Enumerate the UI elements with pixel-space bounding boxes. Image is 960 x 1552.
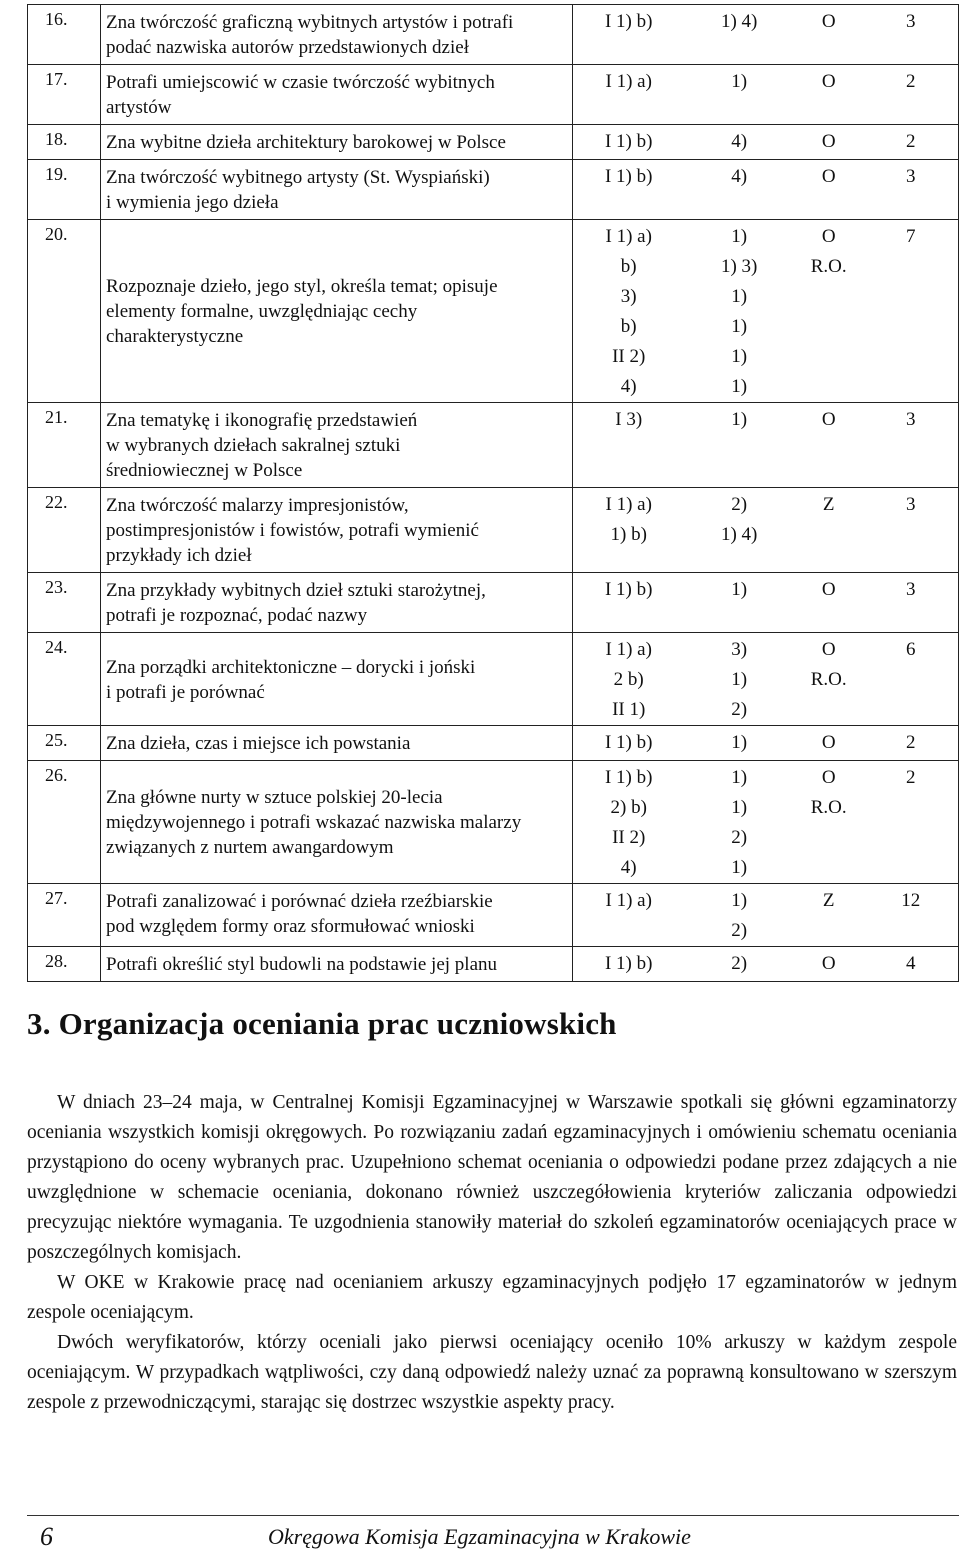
row-codes	[573, 65, 959, 125]
codes-columns	[573, 5, 958, 37]
skill-code-line: 1) 3)	[720, 256, 758, 277]
max-points-line: 2	[906, 732, 916, 753]
row-number: 19.	[28, 160, 101, 220]
description-line: Rozpoznaje dzieło, jego styl, określa temat; opisuje	[106, 276, 498, 297]
skill-code	[684, 162, 793, 192]
standard-code-line: I 1) b)	[604, 166, 653, 187]
row-number: 25.	[28, 726, 101, 761]
standard-code-line: I 1) b)	[604, 11, 653, 32]
description-line: Zna przykłady wybitnych dzieł sztuki starożytnej,	[106, 580, 486, 601]
skill-code	[684, 222, 793, 402]
skill-code-line: 1)	[731, 767, 748, 788]
task-type-line: Z	[822, 494, 835, 515]
skill-code-line: 3)	[731, 639, 748, 660]
task-type	[794, 635, 864, 725]
description-line: potrafi je rozpoznać, podać nazwy	[106, 605, 368, 626]
task-type	[794, 162, 864, 192]
standard-code	[573, 575, 684, 605]
description-line: Potrafi zanalizować i porównać dzieła rzeźbiarskie	[106, 891, 493, 912]
skill-code-line: 4)	[731, 166, 748, 187]
standard-code-line: I 1) a)	[605, 71, 652, 92]
standard-code	[573, 405, 684, 435]
standard-code-line: II 2)	[612, 346, 646, 367]
skill-code-line: 1)	[731, 732, 748, 753]
skill-code	[684, 490, 793, 550]
standard-code-line: 2 b)	[613, 669, 644, 690]
description-line: i potrafi je porównać	[106, 681, 265, 703]
table-row	[28, 573, 959, 633]
table-row	[28, 5, 959, 65]
standard-code	[573, 67, 684, 97]
standard-code	[573, 222, 684, 402]
row-codes	[573, 160, 959, 220]
row-number: 16.	[28, 5, 101, 65]
skill-code	[684, 728, 793, 758]
skill-code-line: 2)	[731, 699, 748, 720]
row-description	[101, 125, 573, 160]
max-points	[864, 222, 959, 402]
row-number: 26.	[28, 761, 101, 884]
standard-code	[573, 162, 684, 192]
codes-columns	[573, 573, 958, 605]
table-row	[28, 65, 959, 125]
row-description	[101, 884, 573, 947]
skill-code-line: 2)	[731, 953, 748, 974]
row-number: 24.	[28, 633, 101, 726]
description-line: Zna twórczość graficzną wybitnych artystów i potrafi	[106, 12, 514, 33]
skill-code-line: 1)	[731, 857, 748, 878]
row-codes	[573, 573, 959, 633]
row-number: 17.	[28, 65, 101, 125]
codes-columns	[573, 633, 958, 725]
standard-code	[573, 635, 684, 725]
row-description	[101, 761, 573, 884]
max-points-line: 3	[906, 11, 916, 32]
task-type-line: O	[821, 131, 836, 152]
task-type	[794, 405, 864, 435]
task-type-line: O	[821, 71, 836, 92]
standard-code	[573, 949, 684, 979]
task-type-line: O	[821, 732, 836, 753]
description-line: Zna porządki architektoniczne – dorycki i joński	[106, 656, 476, 678]
description-line: w wybranych dziełach sakralnej sztuki	[106, 435, 401, 456]
section-body	[27, 1088, 957, 1418]
standard-code-line: b)	[620, 256, 637, 277]
max-points	[864, 67, 959, 97]
skill-code-line: 1)	[731, 71, 748, 92]
task-type-line: O	[821, 639, 836, 660]
standard-code-line: I 1) a)	[605, 890, 652, 911]
skill-code	[684, 67, 793, 97]
task-type-line: O	[821, 953, 836, 974]
skill-code-line: 2)	[731, 494, 748, 515]
max-points-line: 2	[906, 71, 916, 92]
row-number: 23.	[28, 573, 101, 633]
table-row	[28, 726, 959, 761]
standard-code-line: 2) b)	[610, 797, 647, 818]
task-type	[794, 222, 864, 402]
row-number: 21.	[28, 403, 101, 488]
task-type-line: O	[821, 166, 836, 187]
requirements-table	[27, 4, 959, 982]
row-codes	[573, 220, 959, 403]
row-codes	[573, 726, 959, 761]
row-codes	[573, 884, 959, 947]
skill-code-line: 1) 4)	[720, 524, 758, 545]
max-points	[864, 405, 959, 435]
skill-code-line: 4)	[731, 131, 748, 152]
table-row	[28, 125, 959, 160]
section-heading: 3. Organizacja oceniania prac uczniowskich	[27, 1006, 617, 1041]
codes-columns	[573, 761, 958, 883]
task-type-line: O	[821, 579, 836, 600]
task-type	[794, 728, 864, 758]
skill-code-line: 1) 4)	[720, 11, 758, 32]
standard-code-line: I 1) a)	[605, 494, 652, 515]
description-line: postimpresjonistów i fowistów, potrafi wymienić	[106, 520, 479, 541]
table-row	[28, 884, 959, 947]
skill-code	[684, 127, 793, 157]
task-type-line: R.O.	[810, 256, 847, 277]
standard-code-line: 4)	[620, 376, 637, 397]
skill-code-line: 1)	[731, 226, 748, 247]
max-points-line: 12	[901, 890, 921, 911]
table-row	[28, 160, 959, 220]
row-description	[101, 633, 573, 726]
standard-code-line: I 1) b)	[604, 579, 653, 600]
paragraph: Dwóch weryfikatorów, którzy oceniali jako pierwsi oceniający oceniło 10% arkuszy w każdym zespole oceniającym. W przypadkach wątpliwości, czy daną odpowiedź należy uznać za poprawną konsultowano w szerszym zespole z przewodniczącymi, starając się dostrzec wszystkie aspekty pracy.	[27, 1332, 957, 1413]
description-line: pod względem formy oraz sformułować wnioski	[106, 916, 475, 937]
skill-code-line: 2)	[731, 920, 748, 941]
standard-code	[573, 728, 684, 758]
standard-code-line: I 1) b)	[604, 131, 653, 152]
codes-columns	[573, 403, 958, 435]
codes-columns	[573, 884, 958, 946]
skill-code	[684, 7, 793, 37]
standard-code-line: I 1) b)	[604, 732, 653, 753]
standard-code-line: 3)	[620, 286, 637, 307]
max-points-line: 2	[906, 767, 916, 788]
max-points-line: 3	[906, 409, 916, 430]
skill-code-line: 1)	[731, 579, 748, 600]
footer-divider	[27, 1515, 959, 1516]
row-codes	[573, 633, 959, 726]
table-row	[28, 403, 959, 488]
skill-code-line: 1)	[731, 797, 748, 818]
task-type-line: R.O.	[810, 669, 847, 690]
max-points	[864, 7, 959, 37]
task-type-line: Z	[822, 890, 835, 911]
description-line: średniowiecznej w Polsce	[106, 460, 303, 481]
description-line: Zna dzieła, czas i miejsce ich powstania	[106, 733, 411, 754]
task-type-line: O	[821, 767, 836, 788]
row-number: 22.	[28, 488, 101, 573]
description-line: Zna główne nurty w sztuce polskiej 20-lecia	[106, 787, 443, 808]
description-line: Zna twórczość malarzy impresjonistów,	[106, 495, 409, 516]
max-points-line: 4	[906, 953, 916, 974]
skill-code-line: 1)	[731, 669, 748, 690]
table-row	[28, 488, 959, 573]
table-row	[28, 947, 959, 982]
row-codes	[573, 403, 959, 488]
row-description	[101, 403, 573, 488]
row-codes	[573, 947, 959, 982]
row-description	[101, 488, 573, 573]
skill-code	[684, 405, 793, 435]
row-number: 18.	[28, 125, 101, 160]
max-points-line: 3	[906, 579, 916, 600]
task-type	[794, 949, 864, 979]
codes-columns	[573, 947, 958, 979]
max-points	[864, 127, 959, 157]
codes-columns	[573, 488, 958, 550]
row-description	[101, 573, 573, 633]
max-points	[864, 575, 959, 605]
paragraph: W dniach 23–24 maja, w Centralnej Komisji Egzaminacyjnej w Warszawie spotkali się główni egzaminatorzy oceniania wszystkich komisji okręgowych. Po rozwiązaniu zadań egzaminacyjnych i omówieniu schematu oceniania przystąpiono do oceny wybranych prac. Uzupełniono schemat oceniania o odpowiedzi podane przez zdających a nie uwzględnione w schemacie oceniania, dokonano również uszczegółowienia kryteriów zaliczania odpowiedzi precyzując niektóre wymagania. Te uzgodnienia stanowiły materiał do szkoleń egzaminatorów oceniających prace w poszczególnych komisjach.	[27, 1092, 957, 1263]
description-line: elementy formalne, uwzględniając cechy	[106, 301, 418, 322]
standard-code	[573, 490, 684, 550]
task-type	[794, 490, 864, 550]
task-type	[794, 7, 864, 37]
task-type	[794, 575, 864, 605]
row-description	[101, 947, 573, 982]
description-line: artystów	[106, 97, 172, 118]
footer-text: Okręgowa Komisja Egzaminacyjna w Krakowie	[268, 1524, 691, 1549]
codes-columns	[573, 726, 958, 758]
task-type	[794, 67, 864, 97]
skill-code	[684, 949, 793, 979]
description-line: i wymienia jego dzieła	[106, 192, 279, 213]
description-line: przykłady ich dzieł	[106, 545, 252, 566]
description-line: Zna tematykę i ikonografię przedstawień	[106, 410, 418, 431]
row-codes	[573, 5, 959, 65]
skill-code-line: 1)	[731, 409, 748, 430]
description-line: Zna wybitne dzieła architektury barokowej w Polsce	[106, 132, 506, 153]
description-line: związanych z nurtem awangardowym	[106, 837, 394, 858]
standard-code-line: II 2)	[612, 827, 646, 848]
description-line: podać nazwiska autorów przedstawionych dzieł	[106, 37, 469, 58]
standard-code	[573, 763, 684, 883]
row-codes	[573, 125, 959, 160]
codes-columns	[573, 125, 958, 157]
codes-columns	[573, 220, 958, 402]
task-type	[794, 763, 864, 883]
standard-code	[573, 886, 684, 946]
max-points	[864, 490, 959, 550]
standard-code-line: I 1) a)	[605, 639, 652, 660]
max-points-line: 6	[906, 639, 916, 660]
standard-code	[573, 127, 684, 157]
row-description	[101, 726, 573, 761]
table-row	[28, 220, 959, 403]
row-description	[101, 65, 573, 125]
max-points-line: 3	[906, 166, 916, 187]
row-codes	[573, 488, 959, 573]
task-type-line: R.O.	[810, 797, 847, 818]
skill-code-line: 2)	[731, 827, 748, 848]
standard-code-line: 4)	[620, 857, 637, 878]
codes-columns	[573, 160, 958, 192]
skill-code	[684, 635, 793, 725]
standard-code-line: I 3)	[615, 409, 643, 430]
max-points	[864, 635, 959, 725]
skill-code	[684, 886, 793, 946]
task-type-line: O	[821, 409, 836, 430]
max-points	[864, 949, 959, 979]
standard-code-line: I 1) b)	[604, 953, 653, 974]
standard-code-line: II 1)	[612, 699, 646, 720]
skill-code-line: 1)	[731, 376, 748, 397]
row-number: 27.	[28, 884, 101, 947]
description-line: Potrafi umiejscowić w czasie twórczość wybitnych	[106, 72, 495, 93]
standard-code-line: 1) b)	[610, 524, 647, 545]
max-points-line: 7	[906, 226, 916, 247]
requirements-table-body	[28, 5, 959, 982]
task-type-line: O	[821, 11, 836, 32]
row-number: 20.	[28, 220, 101, 403]
row-codes	[573, 761, 959, 884]
skill-code	[684, 763, 793, 883]
skill-code-line: 1)	[731, 316, 748, 337]
paragraph: W OKE w Krakowie pracę nad ocenianiem arkuszy egzaminacyjnych podjęło 17 egzaminatorów w jednym zespole oceniającym.	[27, 1272, 957, 1323]
row-description	[101, 160, 573, 220]
description-line: międzywojennego i potrafi wskazać nazwiska malarzy	[106, 812, 522, 833]
standard-code-line: I 1) b)	[604, 767, 653, 788]
task-type-line: O	[821, 226, 836, 247]
standard-code	[573, 7, 684, 37]
max-points	[864, 886, 959, 946]
table-row	[28, 633, 959, 726]
max-points	[864, 162, 959, 192]
skill-code-line: 1)	[731, 890, 748, 911]
max-points-line: 3	[906, 494, 916, 515]
skill-code-line: 1)	[731, 346, 748, 367]
skill-code	[684, 575, 793, 605]
task-type	[794, 127, 864, 157]
description-line: charakterystyczne	[106, 326, 244, 347]
standard-code-line: b)	[620, 316, 637, 337]
description-line: Potrafi określić styl budowli na podstawie jej planu	[106, 954, 498, 975]
max-points	[864, 728, 959, 758]
standard-code-line: I 1) a)	[605, 226, 652, 247]
page-number: 6	[40, 1522, 53, 1551]
codes-columns	[573, 65, 958, 97]
table-row	[28, 761, 959, 884]
row-description	[101, 5, 573, 65]
skill-code-line: 1)	[731, 286, 748, 307]
max-points-line: 2	[906, 131, 916, 152]
max-points	[864, 763, 959, 883]
row-description	[101, 220, 573, 403]
description-line: Zna twórczość wybitnego artysty (St. Wyspiański)	[106, 167, 490, 188]
row-number: 28.	[28, 947, 101, 982]
task-type	[794, 886, 864, 946]
